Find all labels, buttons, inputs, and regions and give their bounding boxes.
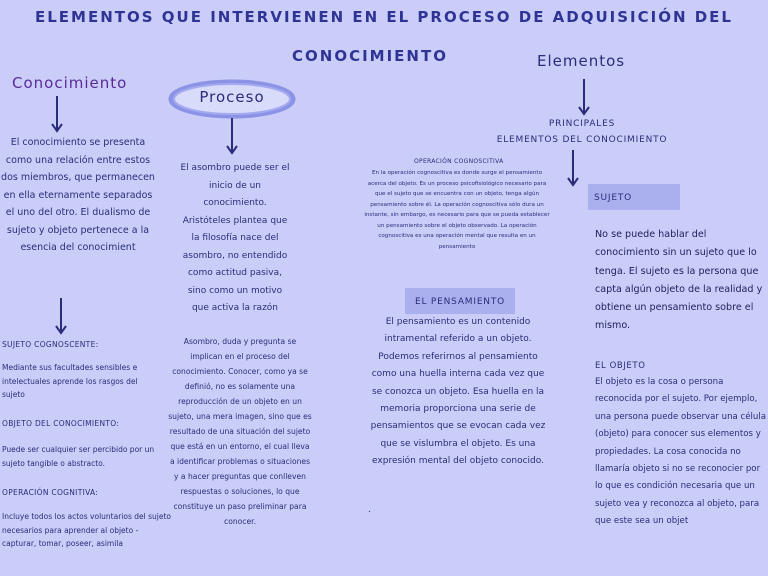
operacion-label: OPERACIÓN COGNOSCITIVA bbox=[414, 158, 504, 165]
sujeto-label: SUJETO bbox=[594, 193, 633, 203]
objeto-conocimiento-label: OBJETO DEL CONOCIMIENTO: bbox=[2, 419, 120, 428]
objeto-label: EL OBJETO bbox=[595, 361, 646, 371]
operacion-cognitiva-label: OPERACIÓN COGNITIVA: bbox=[2, 488, 99, 497]
page-title bbox=[0, 8, 768, 26]
arrow-down-icon bbox=[577, 79, 591, 117]
principales-line-1: PRINCIPALES bbox=[548, 119, 616, 129]
elementos-heading: Elementos bbox=[537, 52, 626, 70]
arrow-down-icon bbox=[566, 150, 580, 188]
operacion-text: En la operación cognoscitiva es donde surge el pensamiento acerca del objeto. Es un proceso psicofisiológico necesario para que el sujeto que se encuentra con un objeto, tenga algún pensamiento sobre él. La operación cognoscitiva sólo dura un instante, sin embargo, es necesario para que se pueda establecer un pensamiento sobre el objeto observado. La operación cognoscitiva es una operación mental que resulta en un pensamiento bbox=[364, 170, 550, 250]
objeto-conocimiento-text: Puede ser cualquier ser percibido por un sujeto tangible o abstracto. bbox=[2, 445, 155, 468]
page-title-line-2: CONOCIMIENTO bbox=[292, 47, 448, 65]
principales-line-2: ELEMENTOS DEL CONOCIMIENTO bbox=[496, 135, 668, 145]
sujeto-cognoscente-label: SUJETO COGNOSCENTE: bbox=[2, 340, 99, 349]
pensamiento-text: El pensamiento es un contenido intramental referido a un objeto. Podemos referirnos al pensamiento como una huella interna cada vez que se conozca un objeto. Esa huella en la memoria proporciona una serie de pensamientos que se evocan cada vez que se vislumbra el objeto. Es una expresión mental del objeto conocido. bbox=[370, 317, 546, 467]
pensamiento-label: EL PENSAMIENTO bbox=[414, 297, 506, 307]
principales-title bbox=[490, 116, 674, 148]
sujeto-text: No se puede hablar del conocimiento sin un sujeto que lo tenga. El sujeto es la persona que capta algún objeto de la realidad y obtiene un pensamiento sobre el mismo. bbox=[595, 229, 763, 332]
operacion-cognitiva-text: Incluye todos los actos voluntarios del sujeto necesarios para aprender al objeto -capturar, tomar, poseer, asimila bbox=[2, 512, 171, 548]
proceso-intro: El asombro puede ser el inicio de un conocimiento. Aristóteles plantea que la filosofía nace del asombro, no entendido como actitud pasiva, sino como un motivo que activa la razón bbox=[180, 163, 290, 313]
sujeto-cognoscente-text: Mediante sus facultades sensibles e intelectuales aprende los rasgos del sujeto bbox=[2, 363, 138, 399]
objeto-text: El objeto es la cosa o persona reconocida por el sujeto. Por ejemplo, una persona puede observar una célula (objeto) para conocer sus elementos y propiedades. La cosa conocida no llamaría objeto si no se reconocier por lo que es condición necesaria que un sujeto vea y reconozca al objeto, para que este sea un objet bbox=[595, 377, 767, 527]
title-line-1: ELEMENTOS QUE INTERVIENEN EN EL PROCESO DE ADQUISICIÓN DEL bbox=[35, 8, 733, 26]
arrow-down-icon bbox=[225, 118, 239, 156]
arrow-down-icon bbox=[54, 298, 68, 336]
pensamiento-dot: . bbox=[368, 505, 371, 515]
conocimiento-description: El conocimiento se presenta como una relación entre estos dos miembros, que permanecen en ella eternamente separados el uno del otro. El dualismo de sujeto y objeto pertenece a la esencia del conocimient bbox=[1, 137, 155, 253]
proceso-detail: Asombro, duda y pregunta se implican en el proceso del conocimiento. Conocer, como ya se definió, no es solamente una reproducción de un objeto en un sujeto, una mera imagen, sino que es resultado de una situación del sujeto que está en un entorno, el cual lleva a identificar problemas o situaciones y a hacer preguntas que conlleven respuestas o soluciones, lo que constituye un paso preliminar para conocer. bbox=[168, 337, 312, 526]
arrow-down-icon bbox=[50, 96, 64, 134]
conocimiento-heading: Conocimiento bbox=[12, 74, 128, 92]
proceso-heading: Proceso bbox=[199, 88, 265, 106]
